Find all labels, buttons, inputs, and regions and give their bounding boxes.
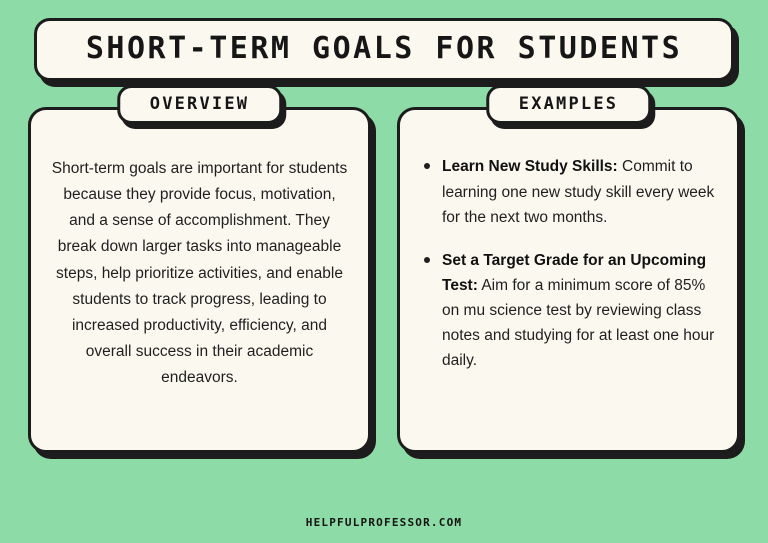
list-item <box>422 154 719 229</box>
example-lead: Set a Target Grade for an Upcoming Test: <box>442 251 707 294</box>
example-lead: Learn New Study Skills: <box>442 158 618 176</box>
examples-list <box>416 154 721 373</box>
content-columns <box>18 94 750 453</box>
overview-heading-pill <box>117 85 282 124</box>
title-card <box>34 18 734 81</box>
overview-column <box>28 94 371 453</box>
overview-panel-body <box>28 107 371 453</box>
example-detail: Commit to learning one new study skill every week for the next two months. <box>442 158 715 226</box>
overview-text: Short-term goals are important for students because they provide focus, motivation, and a sense of accomplishment. They break down larger tasks into manageable steps, help prioritize activities, and enable students to track progress, leading to increased productivity, efficiency, and overall success in their academic endeavors. <box>51 160 348 386</box>
examples-panel <box>397 94 740 453</box>
examples-column <box>397 94 740 453</box>
footer-attribution: HELPFULPROFESSOR.COM <box>305 516 463 529</box>
examples-heading-pill <box>486 85 651 124</box>
examples-pill-body <box>486 85 651 124</box>
overview-heading-label: OVERVIEW <box>149 94 250 115</box>
example-detail: Aim for a minimum score of 85% on mu science test by reviewing class notes and studying for at least one hour daily. <box>442 276 715 370</box>
overview-panel <box>28 94 371 453</box>
examples-panel-body <box>397 107 740 453</box>
footer <box>0 513 768 531</box>
examples-heading-label: EXAMPLES <box>518 94 619 115</box>
page-title: SHORT-TERM GOALS FOR STUDENTS <box>85 31 683 66</box>
title-card-body <box>34 18 734 81</box>
overview-pill-body <box>117 85 282 124</box>
list-item <box>422 248 719 374</box>
